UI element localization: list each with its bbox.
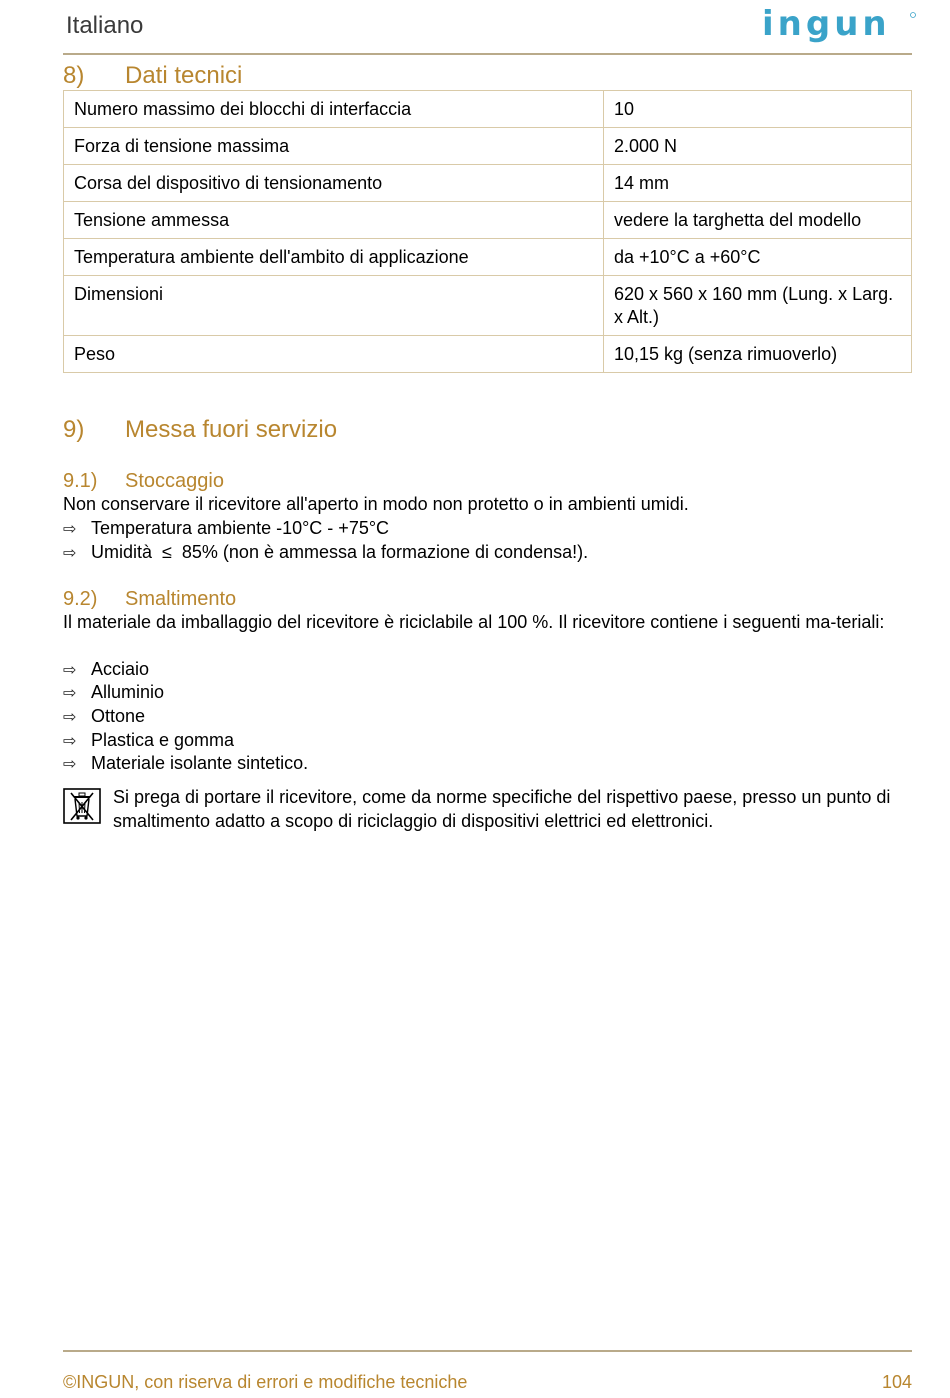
- list-item: [63, 729, 234, 754]
- section-8-title: Dati tecnici: [125, 62, 243, 89]
- section-9-title: Messa fuori servizio: [125, 416, 338, 443]
- logo-text: ingun: [762, 6, 891, 44]
- section-9-1-heading: [63, 470, 224, 493]
- table-row: [64, 202, 912, 239]
- list-item-text: Alluminio: [91, 682, 165, 702]
- header-rule: [63, 53, 912, 55]
- section-9-heading: [63, 416, 337, 444]
- spec-value: 14 mm: [604, 165, 912, 202]
- spec-table: [63, 90, 912, 373]
- arrow-right-icon: ⇨: [63, 545, 77, 562]
- arrow-right-icon: ⇨: [63, 662, 77, 679]
- arrow-right-icon: ⇨: [63, 756, 77, 773]
- list-item-text: Umidità ≤ 85% (non è ammessa la formazione di condensa!).: [91, 542, 589, 562]
- spec-key: Forza di tensione massima: [64, 128, 604, 165]
- table-row: [64, 336, 912, 373]
- spec-key: Corsa del dispositivo di tensionamento: [64, 165, 604, 202]
- list-item: [63, 705, 145, 730]
- section-9-2-heading: [63, 588, 236, 611]
- list-item-text: Temperatura ambiente -10°C - +75°C: [91, 518, 390, 538]
- table-row: [64, 239, 912, 276]
- page-number: 104: [881, 1372, 912, 1392]
- spec-key: Numero massimo dei blocchi di interfaccia: [64, 91, 604, 128]
- section-9-2-number: 9.2): [63, 588, 98, 610]
- list-item: [63, 658, 149, 683]
- weee-bin-icon: [63, 788, 101, 824]
- section-9-1-title: Stoccaggio: [125, 470, 224, 492]
- arrow-right-icon: ⇨: [63, 733, 77, 750]
- spec-key: Temperatura ambiente dell'ambito di applicazione: [64, 239, 604, 276]
- spec-key: Tensione ammessa: [64, 202, 604, 239]
- arrow-right-icon: ⇨: [63, 685, 77, 702]
- table-row: [64, 276, 912, 336]
- header-language: Italiano: [66, 12, 144, 39]
- list-item: [63, 541, 588, 566]
- spec-value: 10: [604, 91, 912, 128]
- section-9-1-number: 9.1): [63, 470, 98, 492]
- footer-copyright: ©INGUN, con riserva di errori e modifiche tecniche: [63, 1372, 468, 1392]
- table-row: [64, 91, 912, 128]
- table-row: [64, 165, 912, 202]
- list-item-text: Plastica e gomma: [91, 730, 235, 750]
- spec-value: 620 x 560 x 160 mm (Lung. x Larg. x Alt.): [604, 276, 912, 336]
- list-item-text: Ottone: [91, 706, 146, 726]
- spec-value: da +10°C a +60°C: [604, 239, 912, 276]
- section-9-number: 9): [63, 416, 85, 443]
- spec-value: 2.000 N: [604, 128, 912, 165]
- table-row: [64, 128, 912, 165]
- spec-key: Dimensioni: [64, 276, 604, 336]
- list-item: [63, 681, 164, 706]
- list-item-text: Materiale isolante sintetico.: [91, 753, 309, 773]
- list-item: [63, 517, 389, 542]
- disposal-note: Si prega di portare il ricevitore, come da norme specifiche del rispettivo paese, presso un punto di smaltimento adatto a scopo di riciclaggio di dispositivi elettrici ed elettronici.: [113, 787, 891, 831]
- section-8-number: 8): [63, 62, 85, 89]
- list-item-text: Acciaio: [91, 659, 150, 679]
- storage-text: Non conservare il ricevitore all'aperto in modo non protetto o in ambienti umidi.: [63, 494, 689, 514]
- list-item: [63, 752, 308, 777]
- footer-rule: [63, 1350, 912, 1352]
- ingun-logo: [762, 6, 918, 46]
- spec-value: vedere la targhetta del modello: [604, 202, 912, 239]
- arrow-right-icon: ⇨: [63, 521, 77, 538]
- disposal-text: Il materiale da imballaggio del ricevitore è riciclabile al 100 %. Il ricevitore contiene i seguenti ma-teriali:: [63, 612, 885, 632]
- section-8-heading: [63, 62, 242, 90]
- arrow-right-icon: ⇨: [63, 709, 77, 726]
- section-9-2-title: Smaltimento: [125, 588, 237, 610]
- spec-key: Peso: [64, 336, 604, 373]
- spec-value: 10,15 kg (senza rimuoverlo): [604, 336, 912, 373]
